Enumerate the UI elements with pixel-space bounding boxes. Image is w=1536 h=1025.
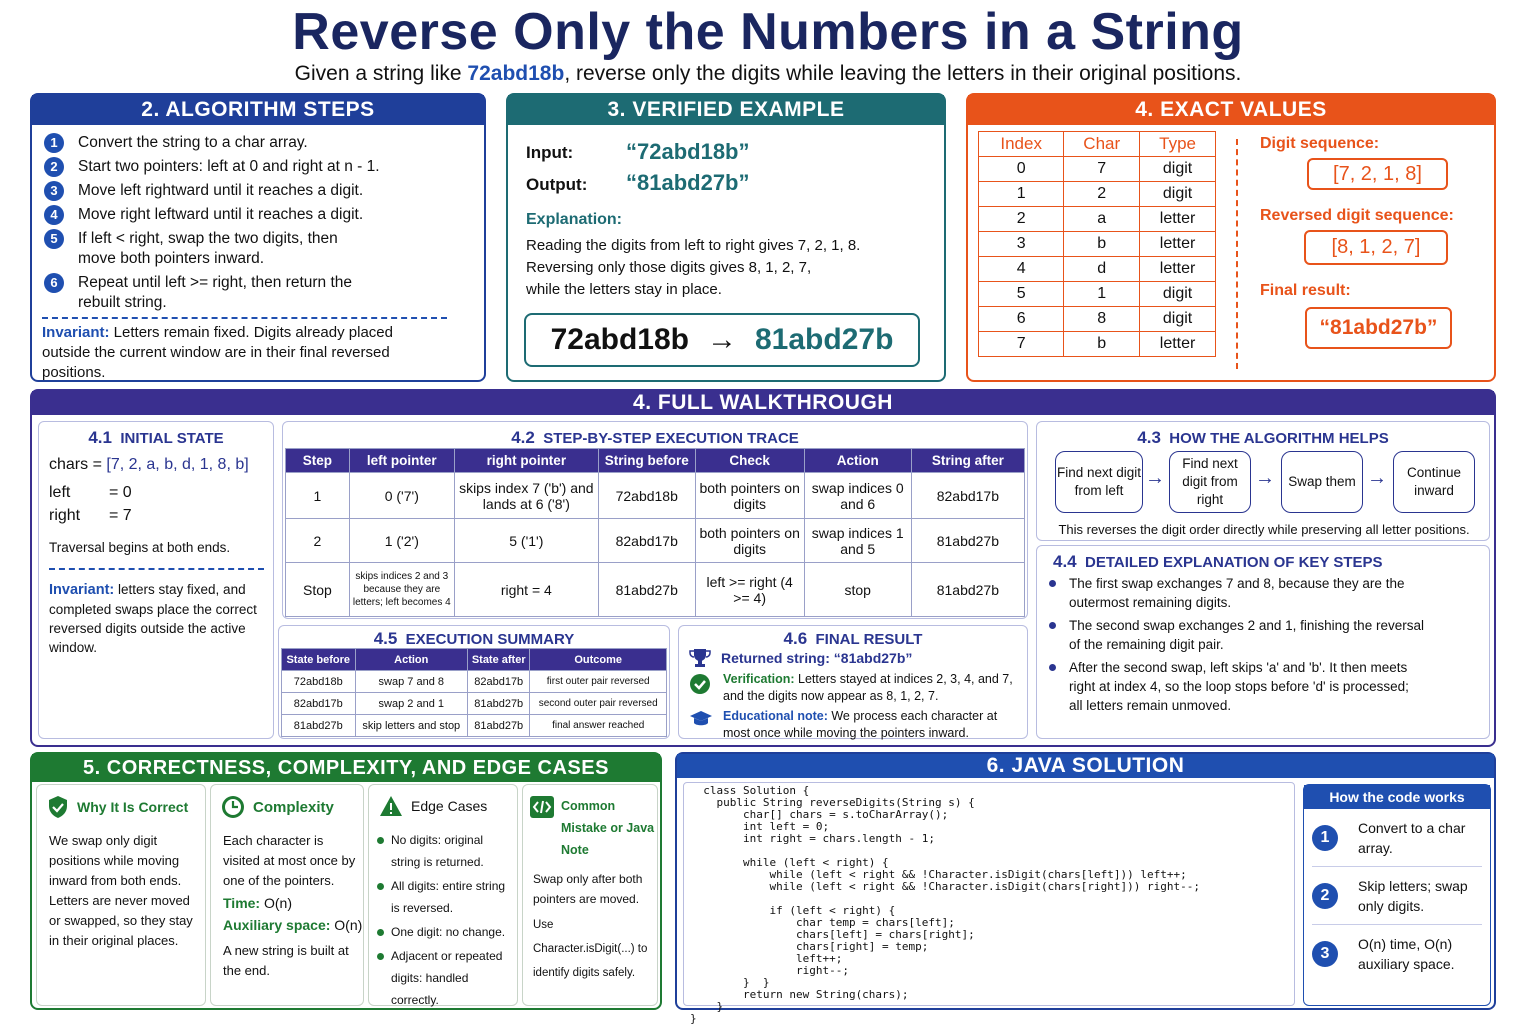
reversed-sequence-label: Reversed digit sequence: [1260, 207, 1454, 224]
algorithm-step [44, 181, 484, 201]
input-label: Input: [526, 143, 574, 162]
step-number-badge: 2 [44, 157, 64, 177]
table-row [979, 282, 1216, 307]
table-row [979, 307, 1216, 332]
table-cell: 5 ('1') [454, 519, 598, 563]
table-cell: 7 [1064, 157, 1140, 182]
chars-line: chars = [7, 2, a, b, d, 1, 8, b] [49, 456, 249, 473]
page-subtitle [0, 62, 1536, 86]
correctness-panel [30, 752, 662, 1010]
edge-cases-title: Edge Cases [411, 798, 488, 814]
algorithm-steps-panel [30, 93, 486, 382]
verification-line: Verification: Letters stayed at indices 2, 3, 4, and 7, and the digits now appear as 8, 1, 2, 7. [689, 671, 1024, 705]
step-number-badge: 2 [1312, 883, 1338, 909]
how-step: 1 Convert to a char array. [1312, 809, 1482, 867]
table-row [979, 257, 1216, 282]
step-number-badge: 6 [44, 273, 64, 293]
table-cell: swap 2 and 1 [355, 693, 468, 715]
algorithm-step [44, 273, 484, 313]
step-text: If left < right, swap the two digits, then move both pointers inward. [78, 230, 338, 267]
output-value: “81abd27b” [626, 170, 750, 195]
code-icon [529, 795, 555, 819]
table-row [282, 715, 667, 737]
transform-box: 72abd18b → 81abd27b [524, 313, 920, 367]
right-arrow-icon: → [707, 323, 737, 356]
table-row [979, 332, 1216, 357]
table-cell: 7 [979, 332, 1064, 357]
execution-summary-card [278, 625, 670, 739]
output-label: Output: [526, 175, 588, 194]
common-mistake-title: Common Mistake or Java Note [561, 799, 655, 857]
table-cell: skips index 7 ('b') and lands at 6 ('8') [454, 473, 598, 519]
common-mistake-text: Swap only after both pointers are moved. [533, 872, 643, 906]
algorithm-helps-card [1036, 421, 1490, 541]
detail-bullet: After the second swap, left skips 'a' and 'b'. It then meets right at index 4, so the loop stops before 'd' is processed; all letters remain unmoved. [1049, 658, 1419, 715]
explanation-label: Explanation: [526, 211, 623, 228]
input-value: “72abd18b” [626, 139, 750, 164]
table-cell: digit [1140, 307, 1216, 332]
table-cell: first outer pair reversed [530, 671, 667, 693]
initial-invariant: Invariant: letters stay fixed, and completed swaps place the correct reversed digits outside the active window. [49, 582, 257, 655]
exact-values-panel [966, 93, 1496, 382]
execution-trace-table [285, 448, 1025, 617]
correctness-heading: 5. CORRECTNESS, COMPLEXITY, AND EDGE CASES [32, 754, 660, 782]
reversed-sequence-value: [8, 1, 2, 7] [1304, 230, 1448, 265]
table-cell: 6 [979, 307, 1064, 332]
step-number-badge: 4 [44, 205, 64, 225]
table-cell: digit [1140, 157, 1216, 182]
index-char-table: Index Char Type 0 7 digit 1 2 digit 2 a letter 3 b letter 4 d letter 5 1 digit 6 8 digit 7 b letter [978, 131, 1216, 357]
complexity-card [210, 784, 364, 1006]
right-arrow-icon: → [1367, 467, 1387, 489]
table-cell: d [1064, 257, 1140, 282]
divider [1236, 139, 1238, 369]
table-row [286, 519, 1025, 563]
edge-case-item: Adjacent or repeated digits: handled correctly. [377, 945, 513, 1011]
subtitle-highlight: 72abd18b [467, 62, 565, 85]
table-cell: 81abd27b [468, 693, 530, 715]
table-cell: Stop [286, 563, 350, 617]
flow-step-find-left: Find next digit from left [1055, 451, 1143, 513]
table-cell: digit [1140, 182, 1216, 207]
detail-bullet: The second swap exchanges 2 and 1, finishing the reversal of the remaining digit pair. [1049, 616, 1429, 654]
initial-state-card [38, 421, 274, 739]
final-result-title: 4.6 FINAL RESULT [783, 629, 923, 648]
table-cell: 82abd17b [598, 519, 695, 563]
digit-sequence-value: [7, 2, 1, 8] [1307, 158, 1448, 190]
shield-check-icon [47, 795, 69, 819]
flow-step-find-right: Find next digit from right [1169, 451, 1251, 513]
edge-case-item: All digits: entire string is reversed. [377, 875, 513, 919]
why-correct-card [36, 784, 206, 1006]
edge-cases-card [368, 784, 518, 1006]
bullet-dot [377, 953, 384, 960]
table-row [979, 182, 1216, 207]
verified-example-panel [506, 93, 946, 382]
divider [42, 317, 447, 319]
graduation-cap-icon [689, 710, 713, 728]
table-cell: 72abd18b [282, 671, 356, 693]
subtitle-post: , reverse only the digits while leaving the letters in their original positions. [564, 62, 1242, 85]
table-cell: letter [1140, 232, 1216, 257]
step-text: Move left rightward until it reaches a digit. [78, 182, 364, 199]
subtitle-pre: Given a string like [294, 62, 468, 85]
table-cell: 81abd27b [911, 519, 1024, 563]
table-cell: 1 [1064, 282, 1140, 307]
execution-trace-card [282, 421, 1028, 619]
clock-icon [221, 795, 245, 819]
table-cell: 0 ('7') [349, 473, 454, 519]
step-number-badge: 1 [1312, 825, 1338, 851]
table-cell: skips indices 2 and 3 because they are letters; left becomes 4 [349, 563, 454, 617]
detailed-explanation-card [1036, 545, 1490, 739]
step-text: Start two pointers: left at 0 and right at n - 1. [78, 158, 380, 175]
algorithm-helps-title: 4.3 HOW THE ALGORITHM HELPS [1137, 428, 1389, 447]
table-cell: 82abd17b [911, 473, 1024, 519]
table-cell: 81abd27b [911, 563, 1024, 617]
algorithm-helps-note: This reverses the digit order directly while preserving all letter positions. [1058, 522, 1470, 537]
table-cell: 1 ('2') [349, 519, 454, 563]
column-header: String before [598, 449, 695, 473]
table-cell: swap indices 1 and 5 [804, 519, 911, 563]
how-code-works-title: How the code works [1304, 785, 1490, 809]
algorithm-step [44, 133, 484, 153]
column-header: Step [286, 449, 350, 473]
column-header: State before [282, 649, 356, 671]
table-cell: right = 4 [454, 563, 598, 617]
algorithm-step [44, 229, 484, 269]
edge-case-item: No digits: original string is returned. [377, 829, 513, 873]
algorithm-steps-heading: 2. ALGORITHM STEPS [32, 95, 484, 125]
algorithm-invariant: Invariant: Letters remain fixed. Digits already placed outside the current window are in their final reversed positions. [42, 324, 393, 381]
how-step: 3 O(n) time, O(n) auxiliary space. [1312, 925, 1482, 983]
column-header: Check [695, 449, 804, 473]
table-cell: 2 [979, 207, 1064, 232]
algorithm-step [44, 157, 484, 177]
table-cell: skip letters and stop [355, 715, 468, 737]
trophy-icon [689, 648, 711, 668]
check-circle-icon [689, 673, 711, 695]
execution-trace-title: 4.2 STEP-BY-STEP EXECUTION TRACE [511, 428, 799, 447]
right-line: right = 7 [49, 507, 132, 524]
table-cell: 3 [979, 232, 1064, 257]
how-code-works-list [1304, 809, 1490, 983]
detail-bullet: The first swap exchanges 7 and 8, because they are the outermost remaining digits. [1049, 574, 1429, 612]
algorithm-step-list [44, 133, 484, 317]
exact-values-heading: 4. EXACT VALUES [968, 95, 1494, 125]
left-line: left = 0 [49, 484, 132, 501]
returned-line: Returned string: “81abd27b” [689, 648, 912, 668]
page-title: Reverse Only the Numbers in a String [292, 3, 1244, 61]
table-cell: a [1064, 207, 1140, 232]
execution-summary-title: 4.5 EXECUTION SUMMARY [373, 629, 575, 648]
table-cell: letter [1140, 257, 1216, 282]
table-row [282, 693, 667, 715]
complexity-title: Complexity [253, 798, 334, 816]
step-number-badge: 5 [44, 229, 64, 249]
explanation-text: Reading the digits from left to right gives 7, 2, 1, 8. Reversing only those digits gives 8, 1, 2, 7, while the letters stay in place. [526, 237, 861, 298]
right-arrow-icon: → [1145, 467, 1165, 489]
algorithm-step [44, 205, 484, 225]
table-cell: 2 [286, 519, 350, 563]
column-header: left pointer [349, 449, 454, 473]
table-cell: both pointers on digits [695, 519, 804, 563]
edge-case-item: One digit: no change. [377, 921, 513, 943]
digit-sequence-label: Digit sequence: [1260, 135, 1380, 152]
time-complexity: Time: O(n) [223, 895, 292, 911]
table-cell: digit [1140, 282, 1216, 307]
java-solution-heading: 6. JAVA SOLUTION [677, 754, 1494, 778]
right-arrow-icon: → [1255, 467, 1275, 489]
table-cell: swap 7 and 8 [355, 671, 468, 693]
table-cell: 81abd27b [282, 715, 356, 737]
execution-summary-table [281, 648, 667, 737]
table-cell: stop [804, 563, 911, 617]
java-solution-panel [675, 752, 1496, 1025]
table-cell: swap indices 0 and 6 [804, 473, 911, 519]
table-cell: 72abd18b [598, 473, 695, 519]
column-header: right pointer [454, 449, 598, 473]
step-text: Convert the string to a char array. [78, 134, 308, 151]
table-row [979, 207, 1216, 232]
java-code: class Solution { public String reverseDigits(String s) { char[] chars = s.toCharArray(); int left = 0; int right = chars.length - 1; while (left < right) { while (left < right && !Character.isDigit(chars[left])) left++; while (left < right && !Character.isDigit(chars[right])) right--; if (left < right) { char temp = chars[left]; chars[left] = chars[right]; chars[right] = temp; left++; right--; } } return new String(chars); } } [690, 784, 1200, 1025]
table-cell: b [1064, 232, 1140, 257]
bullet-dot [377, 929, 384, 936]
flow-step-continue: Continue inward [1393, 451, 1475, 513]
bullet-dot [377, 837, 384, 844]
complexity-text: Each character is visited at most once by one of the pointers. [223, 833, 356, 888]
table-cell: letter [1140, 207, 1216, 232]
step-text: Repeat until left >= right, then return the rebuilt string. [78, 274, 353, 311]
table-cell: 1 [286, 473, 350, 519]
final-result-card [678, 625, 1028, 739]
bullet-dot [377, 883, 384, 890]
table-row [286, 563, 1025, 617]
column-header: Action [355, 649, 468, 671]
table-row [979, 157, 1216, 182]
column-header: State after [468, 649, 530, 671]
column-header: Action [804, 449, 911, 473]
flow-step-swap: Swap them [1281, 451, 1363, 513]
code-block [683, 782, 1295, 1025]
divider [49, 568, 264, 570]
initial-state-title: 4.1 INITIAL STATE [88, 428, 224, 447]
table-cell: left >= right (4 >= 4) [695, 563, 804, 617]
traversal-note: Traversal begins at both ends. [49, 540, 231, 555]
table-cell: 82abd17b [468, 671, 530, 693]
why-correct-text: We swap only digit positions while moving inward from both ends. Letters are never moved or swapped, so they stay in their original places. [49, 833, 193, 948]
detailed-explanation-title: 4.4 DETAILED EXPLANATION OF KEY STEPS [1053, 552, 1383, 571]
table-row [282, 671, 667, 693]
final-result-label: Final result: [1260, 282, 1351, 299]
table-cell: both pointers on digits [695, 473, 804, 519]
table-cell: final answer reached [530, 715, 667, 737]
table-cell: 81abd27b [468, 715, 530, 737]
table-cell: second outer pair reversed [530, 693, 667, 715]
table-row [979, 232, 1216, 257]
educational-note: Educational note: We process each character at most once while moving the pointers inward. [689, 708, 1024, 742]
table-cell: 1 [979, 182, 1064, 207]
table-cell: 0 [979, 157, 1064, 182]
walkthrough-heading: 4. FULL WALKTHROUGH [32, 391, 1494, 415]
table-cell: 4 [979, 257, 1064, 282]
table-cell: 8 [1064, 307, 1140, 332]
step-number-badge: 3 [1312, 941, 1338, 967]
space-complexity: Auxiliary space: O(n) [223, 917, 363, 933]
step-number-badge: 3 [44, 181, 64, 201]
how-step: 2 Skip letters; swap only digits. [1312, 867, 1482, 925]
step-text: Move right leftward until it reaches a digit. [78, 206, 364, 223]
common-mistake-card [522, 784, 658, 1006]
walkthrough-panel [30, 389, 1496, 747]
java-note-text: Use Character.isDigit(...) to identify digits safely. [533, 919, 648, 979]
table-cell: b [1064, 332, 1140, 357]
final-result-value: “81abd27b” [1305, 307, 1452, 349]
edge-case-list [377, 829, 513, 1011]
table-cell: 81abd27b [598, 563, 695, 617]
step-number-badge: 1 [44, 133, 64, 153]
column-header: String after [911, 449, 1024, 473]
verified-example-heading: 3. VERIFIED EXAMPLE [508, 95, 944, 125]
table-row [286, 473, 1025, 519]
table-cell: 2 [1064, 182, 1140, 207]
why-correct-title: Why It Is Correct [77, 799, 189, 815]
complexity-note: A new string is built at the end. [223, 943, 349, 978]
warning-icon [379, 795, 403, 817]
table-cell: 82abd17b [282, 693, 356, 715]
table-cell: letter [1140, 332, 1216, 357]
how-code-works-card [1303, 784, 1491, 1006]
table-cell: 5 [979, 282, 1064, 307]
column-header: Outcome [530, 649, 667, 671]
